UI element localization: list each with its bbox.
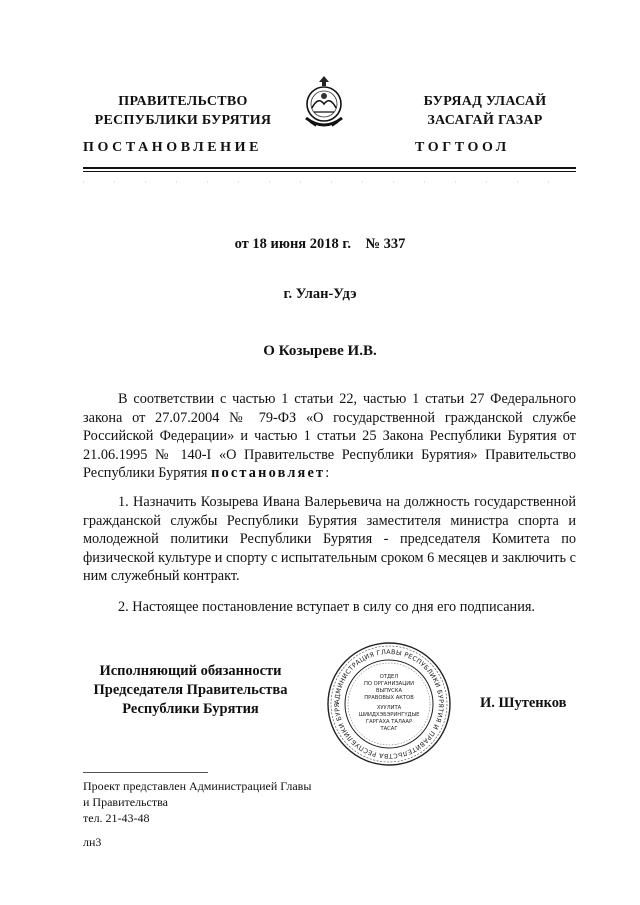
footer-rule <box>83 772 208 773</box>
document-place: г. Улан-Удэ <box>283 286 357 302</box>
document-date-number: от 18 июня 2018 г. № 337 <box>234 236 406 252</box>
header-right-line2: ЗАСАГАЙ ГАЗАР <box>427 113 543 128</box>
header-left-line2: РЕСПУБЛИКИ БУРЯТИЯ <box>94 113 272 128</box>
signature-position-line3: Республики Бурятия <box>122 701 259 717</box>
seal-line-2: ПО ОРГАНИЗАЦИИ <box>363 681 415 687</box>
footer-phone: тел. 21-43-48 <box>83 811 150 825</box>
seal-line-4: ПРАВОВЫХ АКТОВ <box>364 695 414 701</box>
header-left-line1: ПРАВИТЕЛЬСТВО <box>118 94 248 109</box>
preamble-text: В соответствии с частью 1 статьи 22, частью 1 статьи 27 Федерального закона от 27.07.2004 № 79-ФЗ «О государственной гражданской службе Российской Федерации» и частью 1 статьи 25 Закона Республики Бурятия от 21.06.1995 № 140-I «О Правительстве Республики Бурятия» Правительство Республики Бурятия <box>83 391 576 482</box>
footer-note <box>83 778 311 850</box>
seal-line-8: ТАСАГ <box>380 726 398 732</box>
seal-line-3: ВЫПУСКА <box>375 688 403 694</box>
header-right <box>385 92 585 130</box>
seal-line-5: ХУУЛИТА <box>376 705 402 711</box>
document-title: О Козыреве И.В. <box>263 343 377 359</box>
document-item-1 <box>83 493 576 586</box>
document-item-2 <box>83 598 576 617</box>
signature-position-line2: Председателя Правительства <box>93 682 288 698</box>
footer-line2: и Правительства <box>83 795 168 809</box>
header-doc-type-right: ТОГТООЛ <box>415 140 510 155</box>
footer-line1: Проект представлен Администрацией Главы <box>83 779 312 793</box>
seal-line-7: ГАРГАХА ТАЛААР <box>365 719 413 725</box>
official-seal-icon <box>325 640 453 768</box>
seal-line-6: ШИИДХЭБЭРИНГҮДЫЕ <box>358 712 420 718</box>
signature-position-line1: Исполняющий обязанности <box>99 663 282 679</box>
item-2-text: 2. Настоящее постановление вступает в силу со дня его подписания. <box>118 599 535 615</box>
header-left <box>83 92 283 130</box>
header-doc-type-left: ПОСТАНОВЛЕНИЕ <box>83 140 263 155</box>
document-preamble <box>83 390 576 483</box>
footer-code: лн3 <box>83 835 102 849</box>
decree-word: постановляет <box>211 465 326 482</box>
header-rule-thick <box>83 167 576 169</box>
signatory-name: И. Шутенков <box>480 695 567 711</box>
decree-colon: : <box>325 465 330 482</box>
coat-of-arms-icon <box>298 74 350 136</box>
header-dotted-rule <box>83 172 576 178</box>
header-right-line1: БУРЯАД УЛАСАЙ <box>423 94 547 109</box>
seal-ring-text: АДМИНИСТРАЦИЯ ГЛАВЫ РЕСПУБЛИКИ БУРЯТИЯ И ПРАВИТЕЛЬСТВА РЕСПУБЛИКИ БУРЯ <box>332 647 446 761</box>
signature-position <box>83 662 298 719</box>
item-1-text: 1. Назначить Козырева Ивана Валерьевича на должность государственной гражданской службы Республики Бурятия заместителя министра спорта и молодежной политики Республики Бурятия - председателя Комитета по физической культуре и спорту с испытательным сроком 6 месяцев и заключить с ним служебный контракт. <box>83 494 576 585</box>
seal-line-1: ОТДЕЛ <box>379 674 399 680</box>
